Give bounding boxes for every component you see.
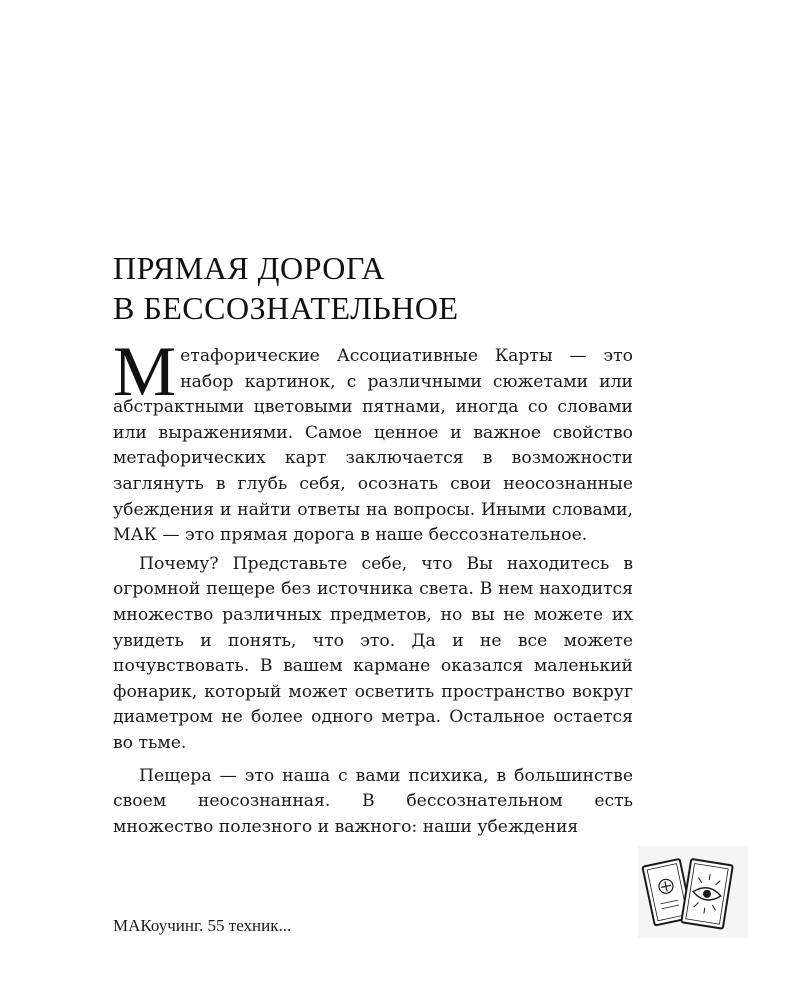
body-text [113, 333, 633, 840]
chapter-title-line-1: ПРЯМАЯ ДОРОГА [113, 250, 385, 286]
running-footer: МАКоучинг. 55 техник... [113, 916, 292, 935]
card-right [681, 859, 732, 929]
paragraph-1 [113, 333, 633, 549]
paragraph-3: Пещера — это наша с вами психика, в большинстве своем неосознанная. В бессознательном есть множество полезного и важного: наши убеждения [113, 765, 633, 837]
paragraph-1-text: етафорические Ассоциативные Карты — это набор картинок, с различными сюжетами или абстрактными цветовыми пятнами, иногда со словами или выражениями. Самое ценное и важное свойство метафорических карт заключается в возможности заглянуть в глубь себя, осознать свои неосознанные убеждения и найти ответы на вопросы. Иными словами, МАК — это прямая дорога в наше бессознательное. [113, 346, 633, 546]
paragraph-2: Почему? Представьте себе, что Вы находитесь в огромной пещере без источника света. В нем находится множество различных предметов, но вы не можете их увидеть и понять, что это. Да и не все можете почувствовать. В вашем кармане оказался маленький фонарик, который может осветить пространство вокруг диаметром не более одного метра. Остальное остается во тьме. [113, 553, 633, 753]
drop-cap: М [113, 333, 177, 411]
tarot-cards-with-eye-icon [638, 846, 748, 938]
cards-illustration [638, 846, 748, 938]
chapter-title-line-2: В БЕССОЗНАТЕЛЬНОЕ [113, 290, 459, 326]
chapter-title [113, 248, 459, 328]
